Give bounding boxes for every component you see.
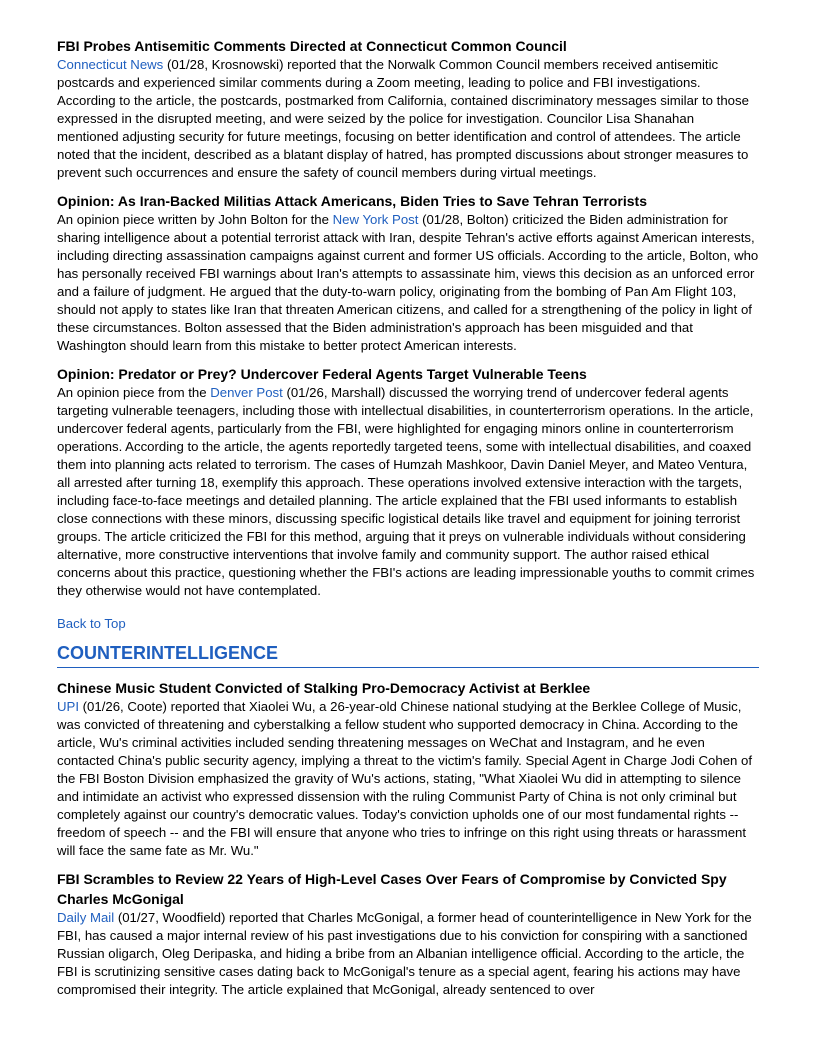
source-link-upi[interactable]: UPI [57,699,79,714]
document-page [57,36,759,1008]
source-link-new-york-post[interactable]: New York Post [332,212,419,227]
article-headline: FBI Probes Antisemitic Comments Directed at Connecticut Common Council [57,38,567,54]
source-link-daily-mail[interactable]: Daily Mail [57,910,115,925]
article [57,869,759,999]
article [57,36,759,182]
article-text: (01/26, Marshall) discussed the worrying trend of undercover federal agents targeting vulnerable teenagers, including those with intellectual disabilities, in counterterrorism operations. In the article, undercover federal agents, particularly from the FBI, were highlighted for engaging minors online in counterterrorism operations. According to the article, the agents reportedly targeted teens, some with intellectual disabilities, and coaxed them into planning acts related to terrorism. The cases of Humzah Mashkoor, Davin Daniel Meyer, and Mateo Ventura, all arrested after turning 18, exemplify this approach. These operations involved extensive interaction with the targets, including face-to-face meetings and detailed planning. The article explained that the FBI used informants to establish close connections with these minors, discussing specific logistical details like travel and equipment for joining terrorist groups. The article criticized the FBI for this method, arguing that it preys on vulnerable individuals without considering alternative, more constructive interventions that involve family and community support. The author raised ethical concerns about this practice, questioning whether the FBI's actions are leading impressionable youths to commit crimes they otherwise would not have contemplated. [57,385,755,598]
back-to-top-link[interactable]: Back to Top [57,616,126,631]
article-body [57,698,759,860]
article-text: (01/28, Bolton) criticized the Biden administration for sharing intelligence about a potential terrorist attack with Iran, despite Tehran's active efforts against American interests, including directing assassination campaigns against current and former US officials. According to the article, Bolton, who has personally received FBI warnings about Iran's attempts to assassinate him, views this decision as an unforced error and a failure of judgment. He argued that the duty-to-warn policy, originating from the bombing of Pan Am Flight 103, should not apply to states like Iran that threaten American citizens, and called for a strengthening of the policy in light of these circumstances. Bolton assessed that the Biden administration's approach has been misguided and that Washington should learn from this mistake to better protect American interests. [57,212,759,353]
article-headline: Opinion: As Iran-Backed Militias Attack Americans, Biden Tries to Save Tehran Terrorists [57,193,647,209]
article-body [57,384,759,600]
source-link-denver-post[interactable]: Denver Post [210,385,283,400]
source-link-connecticut-news[interactable]: Connecticut News [57,57,164,72]
article [57,191,759,355]
article-text: (01/26, Coote) reported that Xiaolei Wu, a 26-year-old Chinese national studying at the Berklee College of Music, was convicted of threatening and cyberstalking a fellow student who supported democracy in China. According to the article, Wu's criminal activities included sending threatening messages on WeChat and Instagram, and he even contacted China's public security agency, implying a threat to the victim's family. Special Agent in Charge Jodi Cohen of the FBI Boston Division emphasized the gravity of Wu's actions, stating, "What Xiaolei Wu did in attempting to silence and intimidate an activist who expressed dissension with the ruling Communist Party of China is not only criminal but completely against our country's democratic values. Today's conviction upholds one of our most fundamental rights -- freedom of speech -- and the FBI will ensure that anyone who tries to infringe on this right using threats or harassment will face the same fate as Mr. Wu." [57,699,753,858]
article-body [57,56,759,182]
article-text: (01/27, Woodfield) reported that Charles McGonigal, a former head of counterintelligence in New York for the FBI, has caused a major internal review of his past investigations due to his conviction for conspiring with a sanctioned Russian oligarch, Oleg Deripaska, and hiding a bribe from an Albanian intelligence official. According to the article, the FBI is scrutinizing sensitive cases dating back to McGonigal's tenure as a special agent, fearing his actions may have compromised their integrity. The article explained that McGonigal, already sentenced to over [57,910,752,997]
article [57,364,759,600]
article-headline: FBI Scrambles to Review 22 Years of High-Level Cases Over Fears of Compromise by Convicted Spy Charles McGonigal [57,871,727,907]
article-headline: Chinese Music Student Convicted of Stalking Pro-Democracy Activist at Berklee [57,680,591,696]
article-body [57,909,759,999]
article-headline: Opinion: Predator or Prey? Undercover Federal Agents Target Vulnerable Teens [57,366,587,382]
article-prefix: An opinion piece from the [57,385,211,400]
article-prefix: An opinion piece written by John Bolton for the [57,212,333,227]
section-heading-counterintelligence: COUNTERINTELLIGENCE [57,641,759,668]
article-text: (01/28, Krosnowski) reported that the Norwalk Common Council members received antisemitic postcards and experienced similar comments during a Zoom meeting, leading to police and FBI investigations. According to the article, the postcards, postmarked from California, contained discriminatory messages similar to those expressed in the disrupted meeting, and were seized by the police for investigation. Councilor Lisa Shanahan mentioned adjusting security for future meetings, focusing on better identification and control of attendees. The article noted that the incident, described as a blatant display of hatred, has prompted discussions about stronger measures to prevent such occurrences and ensure the safety of council members during virtual meetings. [57,57,749,180]
article-body [57,211,759,355]
article [57,678,759,860]
